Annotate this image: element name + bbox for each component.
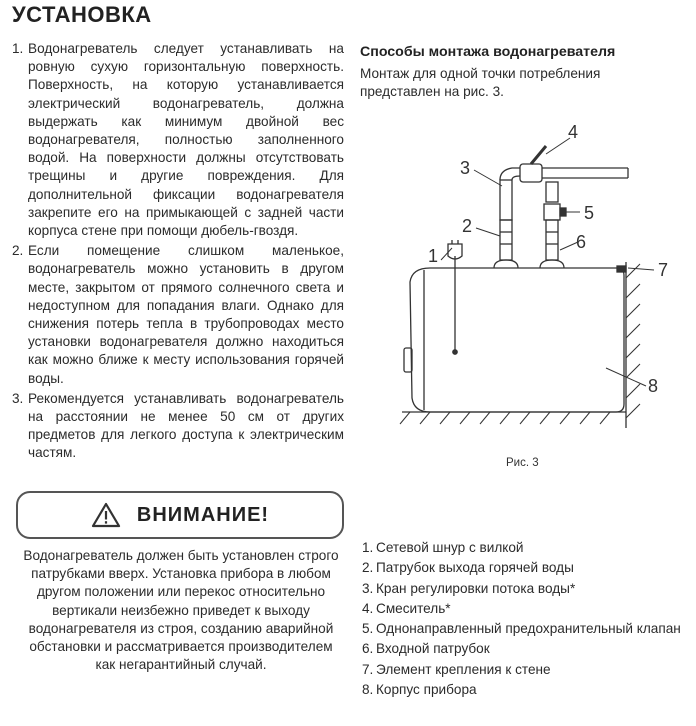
legend-number: 1. [362,540,374,555]
callout-8: 8 [648,376,659,396]
page-title: УСТАНОВКА [12,2,152,27]
diagram-legend [362,539,682,701]
leader-3 [474,170,502,186]
hot-outlet-base [494,260,518,268]
callout-4: 4 [568,122,579,142]
warning-title: ВНИМАНИЕ! [136,503,270,526]
hot-outlet-pipe [500,220,512,260]
legend-item [362,661,682,679]
callout-5: 5 [584,203,595,223]
legend-text: Патрубок выхода горячей воды [376,560,574,576]
legend-item [362,681,682,699]
mixer [520,164,542,182]
item-text: Водонагреватель следует устанавливать на ровную сухую горизонтальную поверхность. Поверхность, на которую устанавливается электрический водонагреватель, должна выдержать как минимум двойной вес водонагревателя, полностью заполненного водой. На поверхности должны отсутствовать трещины и другие повреждения. Для дополнительной фиксации водонагревателя закрепите его на примыкающей с задней части корпуса стене при помощи дюбель-гвоздя. [28,41,344,239]
flow-valve [546,182,558,202]
mounting-subtitle: Монтаж для одной точки потребления представлен на рис. 3. [360,66,601,100]
item-number: 1. [12,41,24,56]
legend-item [362,580,682,598]
legend-item [362,600,682,618]
mounting-title: Способы монтажа водонагревателя [360,44,616,60]
legend-item [362,559,682,577]
legend-number: 8. [362,682,374,698]
legend-number: 4. [362,600,374,616]
item-text: Рекомендуется устанавливать водонагреватель на расстоянии не менее 50 см от других предметов для легкого доступа к электрическим частям. [28,390,344,461]
legend-text: Корпус прибора [376,682,477,698]
callout-1: 1 [428,246,439,266]
inlet-base [540,260,564,268]
leader-4 [546,138,570,154]
figure-caption: Рис. 3 [506,457,539,469]
legend-text: Сетевой шнур с вилкой [376,540,524,555]
legend-text: Элемент крепления к стене [376,661,551,677]
item-number: 2. [12,243,24,259]
leader-2 [476,228,500,236]
legend-text: Входной патрубок [376,641,490,657]
legend-number: 2. [362,560,374,576]
item-number: 3. [12,390,24,406]
legend-number: 3. [362,580,374,596]
legend-number: 5. [362,621,374,637]
legend-item [362,539,682,557]
callout-6: 6 [576,232,587,252]
legend-number: 6. [362,641,374,657]
legend-text: Однонаправленный предохранительный клапан [376,621,681,637]
callout-2: 2 [462,216,473,236]
legend-number: 7. [362,661,374,677]
inlet-pipe [546,220,558,260]
legend-text: Смеситель* [376,600,451,616]
legend-item [362,620,682,638]
item-text: Если помещение слишком маленькое, водонагреватель можно установить в другом месте, закрытом от прямого солнечного света и недоступном для попадания влаги. Однако для снижения потерь тепла в трубопроводах место установки водонагревателя должно находиться как можно ближе к месту использования горячей воды. [28,243,344,386]
legend-item [362,640,682,658]
callout-3: 3 [460,158,471,178]
leader-7 [628,268,654,270]
safety-valve [544,204,560,220]
heater-body [410,268,624,412]
callout-7: 7 [658,260,669,280]
floor-hatching [400,412,610,424]
wall-bracket [617,266,626,272]
wall-hatching [626,264,640,418]
legend-text: Кран регулировки потока воды* [376,580,576,596]
warning-text: Водонагреватель должен быть установлен строго патрубками вверх. Установка прибора в любом другом положении или перекос относительно вертикали неизбежно приведет к выходу водонагревателя из строя, созданию аварийной обстановки и рассматривается производителем как негарантийный случай. [23,548,339,673]
